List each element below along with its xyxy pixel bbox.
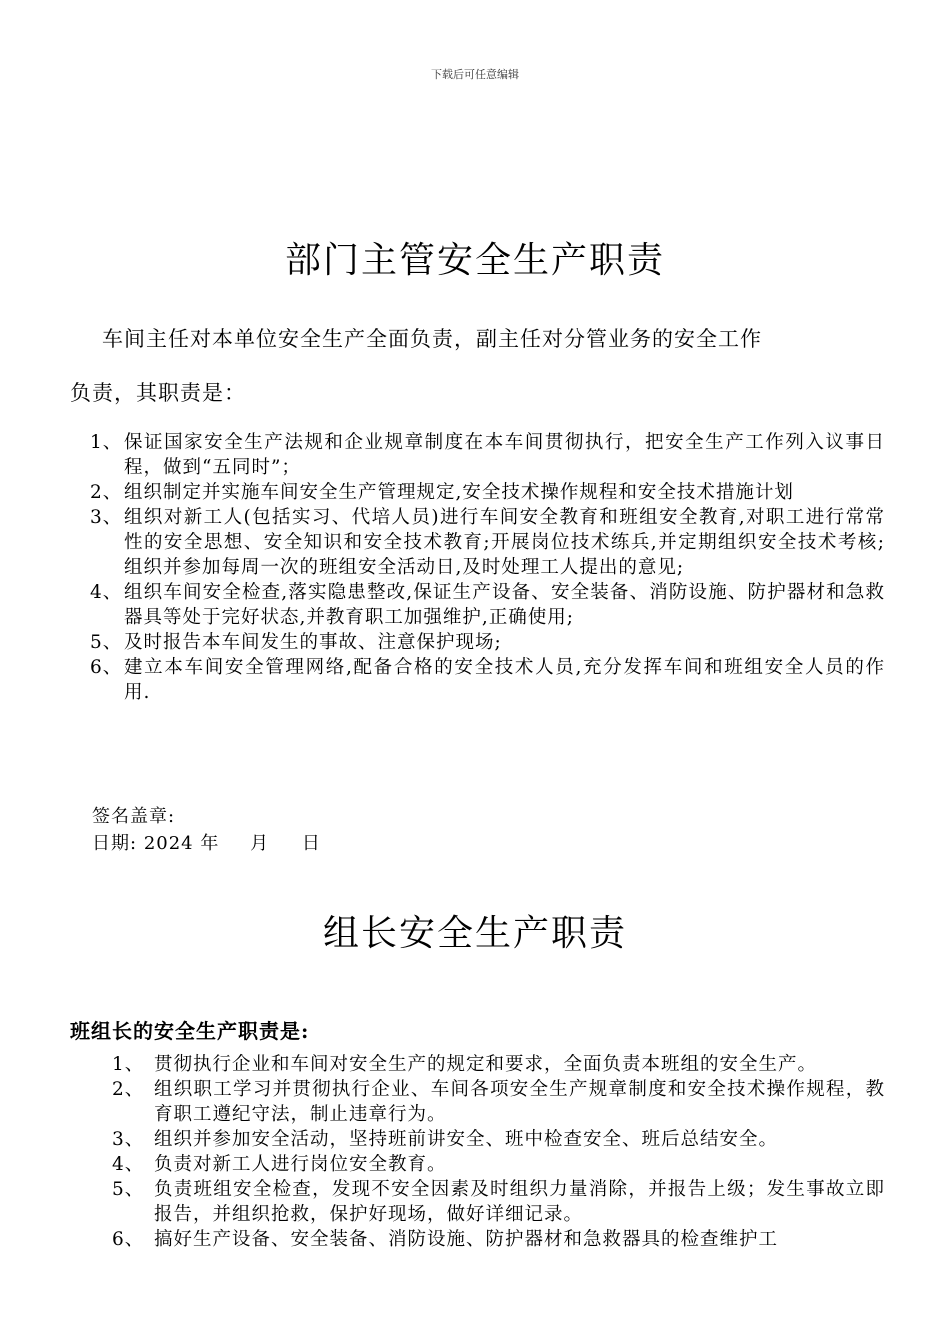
list-item bbox=[112, 1177, 885, 1227]
item-number: 2、 bbox=[112, 1079, 145, 1100]
list-item bbox=[112, 1152, 885, 1177]
item-number: 1、 bbox=[90, 432, 123, 453]
date-year: 2024 bbox=[143, 833, 194, 854]
item-text: 负责对新工人进行岗位安全教育。 bbox=[154, 1154, 447, 1175]
list-item bbox=[90, 505, 885, 580]
item-text: 保证国家安全生产法规和企业规章制度在本车间贯彻执行，把安全生产工作列入议事日程，做到“五同时”； bbox=[124, 432, 885, 478]
intro-line-1: 车间主任对本单位安全生产全面负责，副主任对分管业务的安全工作 bbox=[102, 327, 762, 351]
item-text: 搞好生产设备、安全装备、消防设施、防护器材和急救器具的检查维护工 bbox=[154, 1229, 779, 1250]
list-item bbox=[112, 1127, 885, 1152]
list-item bbox=[90, 480, 885, 505]
item-text: 组织职工学习并贯彻执行企业、车间各项安全生产规章制度和安全技术操作规程，教育职工遵纪守法，制止违章行为。 bbox=[154, 1079, 885, 1125]
section2-title: 组长安全生产职责 bbox=[322, 913, 627, 954]
date-month-unit: 月 bbox=[250, 833, 270, 854]
list-item bbox=[112, 1052, 885, 1077]
item-number: 5、 bbox=[112, 1179, 145, 1200]
item-number: 6、 bbox=[112, 1229, 145, 1250]
signature-label: 签名盖章: bbox=[92, 806, 176, 827]
date-label: 日期: bbox=[92, 833, 138, 854]
item-number: 4、 bbox=[112, 1154, 145, 1175]
list-item bbox=[112, 1077, 885, 1127]
item-text: 组织对新工人(包括实习、代培人员)进行车间安全教育和班组安全教育,对职工进行常常性的安全思想、安全知识和安全技术教育;开展岗位技术练兵,并定期组织安全技术考核;组织并参加每周一次的班组安全活动日,及时处理工人提出的意见; bbox=[124, 507, 885, 578]
item-number: 5、 bbox=[90, 632, 123, 653]
item-text: 组织车间安全检查,落实隐患整改,保证生产设备、安全装备、消防设施、防护器材和急救器具等处于完好状态,并教育职工加强维护,正确使用; bbox=[124, 582, 885, 628]
list-item bbox=[90, 655, 885, 705]
section1-title: 部门主管安全生产职责 bbox=[284, 240, 665, 281]
list-item bbox=[112, 1227, 885, 1252]
item-text: 建立本车间安全管理网络,配备合格的安全技术人员,充分发挥车间和班组安全人员的作用. bbox=[124, 657, 885, 703]
section1-duty-list bbox=[90, 430, 885, 705]
date-year-unit: 年 bbox=[200, 833, 220, 854]
header-note: 下载后可任意编辑 bbox=[431, 68, 519, 81]
item-number: 2、 bbox=[90, 482, 123, 503]
item-number: 3、 bbox=[112, 1129, 145, 1150]
intro-line-2: 负责，其职责是： bbox=[70, 381, 246, 405]
item-text: 及时报告本车间发生的事故、注意保护现场; bbox=[124, 632, 502, 653]
date-day-unit: 日 bbox=[301, 833, 321, 854]
item-text: 组织制定并实施车间安全生产管理规定,安全技术操作规程和安全技术措施计划 bbox=[124, 482, 794, 503]
item-text: 贯彻执行企业和车间对安全生产的规定和要求，全面负责本班组的安全生产。 bbox=[154, 1054, 818, 1075]
list-item bbox=[90, 580, 885, 630]
date-line bbox=[92, 829, 321, 855]
item-number: 1、 bbox=[112, 1054, 145, 1075]
section2-subheading: 班组长的安全生产职责是: bbox=[70, 1019, 310, 1043]
section2-duty-list bbox=[112, 1052, 885, 1252]
item-text: 组织并参加安全活动，坚持班前讲安全、班中检查安全、班后总结安全。 bbox=[154, 1129, 779, 1150]
list-item bbox=[90, 430, 885, 480]
list-item bbox=[90, 630, 885, 655]
item-number: 4、 bbox=[90, 582, 123, 603]
item-number: 6、 bbox=[90, 657, 123, 678]
section1-intro bbox=[70, 312, 885, 420]
item-text: 负责班组安全检查，发现不安全因素及时组织力量消除，并报告上级；发生事故立即报告，并组织抢救，保护好现场，做好详细记录。 bbox=[154, 1179, 885, 1225]
item-number: 3、 bbox=[90, 507, 123, 528]
